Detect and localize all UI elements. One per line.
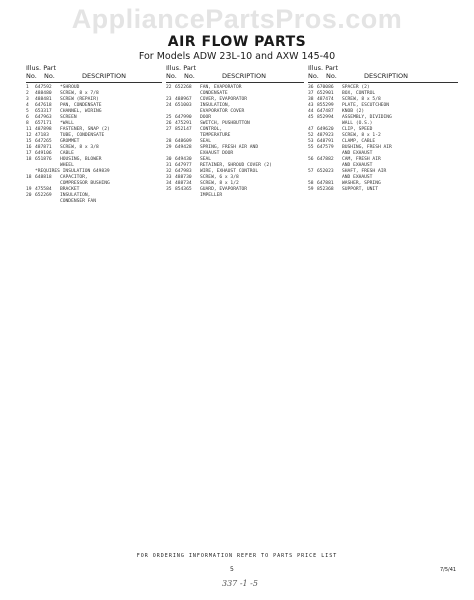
table-row [26,193,162,205]
parts-list [26,85,162,205]
part-number: 653317 [35,109,52,114]
table-row [166,103,304,115]
page-title: AIR FLOW PARTS [167,34,307,50]
part-number: 648609 [175,139,192,144]
part-number: 47183 [35,133,49,138]
part-number: 652023 [317,169,334,174]
part-number: 475291 [175,121,192,126]
part-description: WASHER, SPRING [342,181,381,186]
part-description: PAN, CONDENSATE [60,103,102,108]
header-no: No. [308,72,319,80]
illus-no: 11 [26,127,32,132]
illus-no: 23 [166,97,172,102]
illus-no: 36 [308,85,314,90]
header-part-no: No. [44,72,55,80]
part-number: 488481 [35,97,52,102]
part-number: 647977 [175,163,192,168]
part-number: 647265 [35,139,52,144]
header-description: DESCRIPTION [82,72,126,80]
part-description: CABLE [60,151,74,156]
table-row [166,145,304,157]
column-header [26,64,162,83]
handwritten-stamp: 337 -1 -5 [222,579,258,588]
parts-column-3 [308,64,458,193]
part-number: 652268 [175,85,192,90]
part-description: SHAFT, FRESH AIR AND EXHAUST [342,169,387,180]
table-row [26,175,162,187]
part-description: GROMMET [60,139,80,144]
parts-column-1 [26,64,162,205]
illus-no: 58 [308,181,314,186]
part-description: WIRE, EXHAUST CONTROL [200,169,259,174]
table-row [26,157,162,169]
part-description: *WALL [60,121,74,126]
part-number: 649428 [175,145,192,150]
illus-no: 18 [26,157,32,162]
part-number: 487923 [317,133,334,138]
part-number: 854365 [175,187,192,192]
part-description: SCREW, 8 x 3/8 [60,145,99,150]
header-no: No. [166,72,177,80]
parts-list [166,85,304,199]
illus-no: 18 [26,175,32,180]
part-description: SWITCH, PUSHBUTTON [200,121,250,126]
illus-no: 33 [166,175,172,180]
header-illus: Illus. [308,64,324,72]
illus-no: 31 [166,163,172,168]
illus-no: 17 [26,151,32,156]
part-number: 852994 [317,115,334,120]
illus-no: 59 [308,187,314,192]
part-number: *REQUIRES INSULATION 649839 [35,169,110,174]
parts-column-2 [166,64,304,199]
part-number: 647882 [317,157,334,162]
header-illus: Illus. [26,64,42,72]
ordering-info-footer: FOR ORDERING INFORMATION REFER TO PARTS PRICE LIST [136,553,338,559]
part-description: TUBE, CONDENSATE [60,133,105,138]
header-no: No. [26,72,37,80]
table-row [308,157,458,169]
part-number: 649106 [35,151,52,156]
part-description: DOOR [200,115,212,120]
part-description: HOUSING, BLOWER WHEEL [60,157,102,168]
part-description: *SHROUD [60,85,80,90]
part-number: 647881 [317,181,334,186]
illus-no: 20 [26,193,32,198]
illus-no: 56 [308,157,314,162]
part-number: 649620 [317,127,334,132]
part-number: 657171 [35,121,52,126]
part-description: ASSEMBLY, DIVIDING WALL (O.S.) [342,115,392,126]
page-subtitle: For Models ADW 23L-10 and AXW 145-40 [138,51,336,62]
part-number: 647487 [317,109,334,114]
column-header [308,64,458,83]
part-description: COVER, EVAPORATOR [200,97,248,102]
part-description: FASTENER, SNAP (2) [60,127,110,132]
illus-no: 8 [26,121,29,126]
part-number: 647963 [35,115,52,120]
part-description: CHANNEL, WIRING [60,109,102,114]
illus-no: 16 [26,145,32,150]
part-description: CLAMP, CABLE [342,139,376,144]
part-description: SCREW, 8 x 7/8 [60,91,99,96]
table-row [308,145,458,157]
part-number: 475584 [35,187,52,192]
table-row [166,187,304,199]
part-description: PLATE, ESCUTCHEON [342,103,390,108]
part-number: 647983 [175,169,192,174]
illus-no: 1 [26,85,29,90]
illus-no: 53 [308,139,314,144]
part-description: INSULATION, CONDENSER FAN [60,193,96,204]
part-description: CLIP, SPEED [342,127,373,132]
part-number: 855299 [317,103,334,108]
part-number: 648818 [35,175,52,180]
part-number: 651876 [35,157,52,162]
illus-no: 37 [308,91,314,96]
part-description: FAN, EVAPORATOR CONDENSATE [200,85,242,96]
illus-no: 6 [26,115,29,120]
table-row [166,85,304,97]
illus-no: 52 [308,133,314,138]
part-number: 488730 [175,175,192,180]
part-number: 652269 [35,193,52,198]
part-description: SCREW, 8 x 1-2 [342,133,381,138]
part-description: BOX, CONTROL [342,91,376,96]
part-description: CAM, FRESH AIR AND EXHAUST [342,157,381,168]
part-description: KNOB (2) [342,109,365,114]
part-description: SEAL [200,139,212,144]
illus-no: 27 [166,127,172,132]
part-description: BUSHING, FRESH AIR AND EXHAUST [342,145,392,156]
part-description: SCREW (REPAIR) [60,97,99,102]
header-part: Part [325,64,339,72]
part-number: 647592 [35,85,52,90]
illus-no: 55 [308,145,314,150]
header-illus-part [166,64,196,72]
part-description: SPACER (2) [342,85,370,90]
part-number: 649430 [175,157,192,162]
illus-no: 30 [166,157,172,162]
part-number: 852147 [175,127,192,132]
part-description: SCREW, 6 x 3/8 [200,175,239,180]
page-number: 5 [230,566,234,573]
part-number: 488734 [175,181,192,186]
illus-no: 47 [308,127,314,132]
part-description: GUARD, EVAPORATOR IMPELLER [200,187,248,198]
header-illus: Illus. [166,64,182,72]
illus-no: 25 [166,115,172,120]
part-description: SCREW, 8 x 5/8 [342,97,381,102]
document-code: 7/5/41 [440,567,457,573]
illus-no: 35 [166,187,172,192]
part-number: 488480 [35,91,52,96]
header-illus-part [308,64,338,72]
illus-no: 15 [26,139,32,144]
part-number: 648791 [317,139,334,144]
header-part: Part [183,64,197,72]
illus-no: 22 [166,85,172,90]
part-number: 487898 [35,127,52,132]
part-number: 487474 [317,97,334,102]
illus-no: 4 [26,103,29,108]
part-description: SCREW, 8 x 1/2 [200,181,239,186]
table-row [308,187,458,193]
part-description: CONTROL, TEMPERATURE [200,127,231,138]
part-number: 852368 [317,187,334,192]
part-description: RETAINER, SHROUD COVER (2) [200,163,272,168]
illus-no: 3 [26,97,29,102]
part-number: 647990 [175,115,192,120]
illus-no: 43 [308,103,314,108]
header-part: Part [43,64,57,72]
table-row [308,169,458,181]
illus-no: 24 [166,103,172,108]
illus-no: 45 [308,115,314,120]
illus-no: 19 [26,187,32,192]
illus-no: 12 [26,133,32,138]
part-description: SEAL [200,157,212,162]
table-row [166,127,304,139]
part-description: INSULATION, EVAPORATOR COVER [200,103,245,114]
illus-no: 32 [166,169,172,174]
column-header [166,64,304,83]
part-number: 488967 [175,97,192,102]
part-description: SUPPORT, UNIT [342,187,378,192]
watermark: AppliancePartsPros.com [71,4,403,34]
illus-no: 34 [166,181,172,186]
header-description: DESCRIPTION [222,72,266,80]
part-number: 670086 [317,85,334,90]
header-illus-part [26,64,56,72]
illus-no: 44 [308,109,314,114]
part-description: SPRING, FRESH AIR AND EXHAUST DOOR [200,145,259,156]
illus-no: 2 [26,91,29,96]
table-row [308,115,458,127]
header-part-no: No. [184,72,195,80]
parts-list [308,85,458,193]
header-part-no: No. [326,72,337,80]
illus-no: 38 [308,97,314,102]
illus-no: 26 [166,121,172,126]
part-number: 647579 [317,145,334,150]
part-number: 651003 [175,103,192,108]
illus-no: 29 [166,145,172,150]
illus-no: 57 [308,169,314,174]
header-description: DESCRIPTION [364,72,408,80]
part-number: 647618 [35,103,52,108]
part-number: 487871 [35,145,52,150]
part-description: SCREEN [60,115,77,120]
part-number: 652901 [317,91,334,96]
part-description: CAPACITOR, COMPRESSOR BUSHING [60,175,110,186]
illus-no: 5 [26,109,29,114]
part-description: BRACKET [60,187,80,192]
illus-no: 28 [166,139,172,144]
